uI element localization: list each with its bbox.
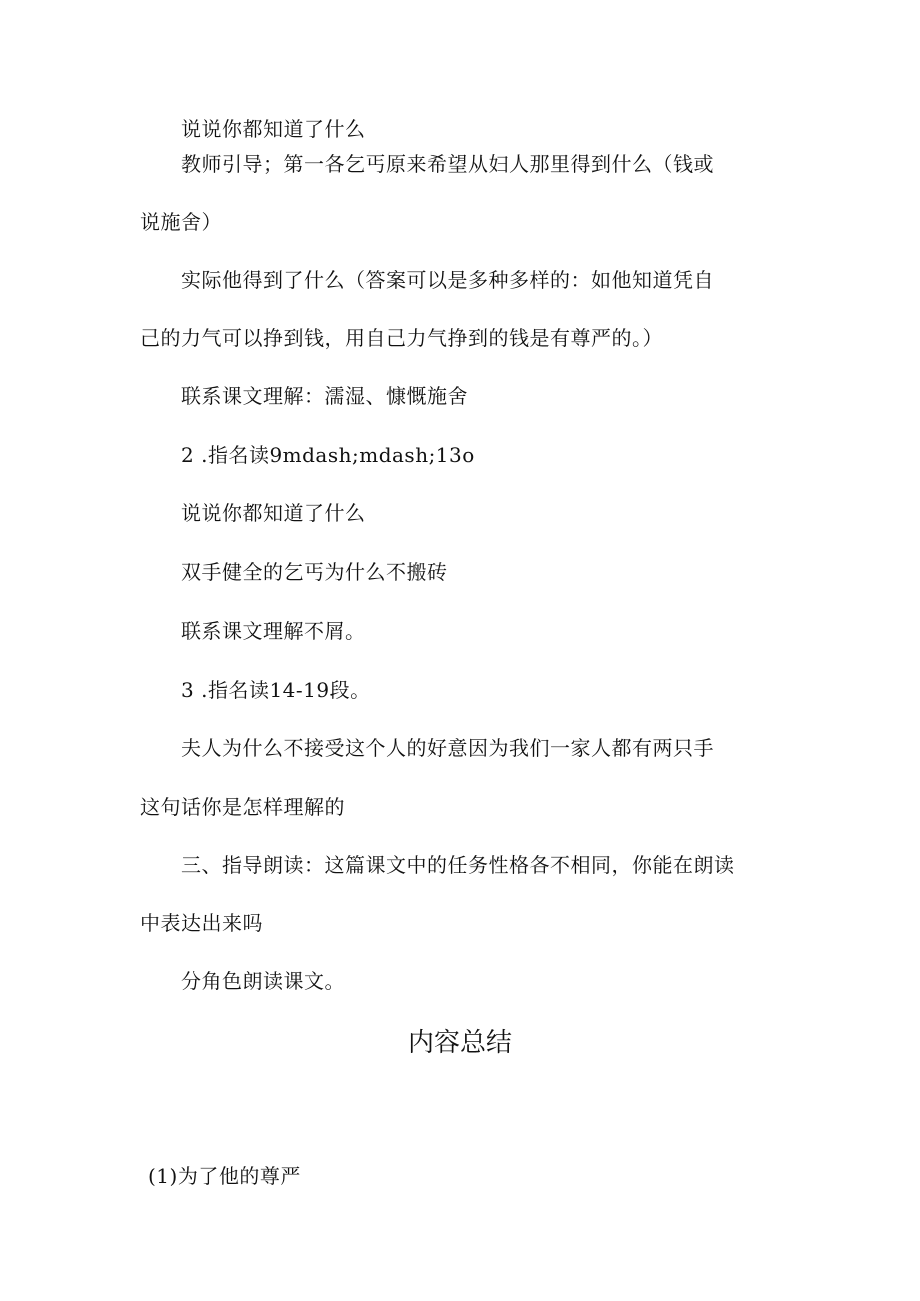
paragraph-line: 中表达出来吗 — [140, 911, 263, 935]
paragraph-line: 实际他得到了什么（答案可以是多种多样的：如他知道凭自 — [181, 268, 714, 292]
summary-item: (1)为了他的尊严 — [148, 1164, 301, 1188]
summary-heading: 内容总结 — [407, 1028, 512, 1058]
paragraph-line: 说施舍） — [140, 210, 222, 234]
numbered-item: 3 .指名读14-19段。 — [181, 678, 371, 702]
paragraph-line: 分角色朗读课文。 — [181, 969, 345, 993]
paragraph-line: 说说你都知道了什么 — [181, 117, 366, 141]
paragraph-line: 夫人为什么不接受这个人的好意因为我们一家人都有两只手 — [181, 736, 714, 760]
paragraph-line: 双手健全的乞丐为什么不搬砖 — [181, 560, 448, 584]
paragraph-line: 说说你都知道了什么 — [181, 501, 366, 525]
paragraph-line: 联系课文理解：濡湿、慷慨施舍 — [181, 384, 468, 408]
section-line: 三、指导朗读：这篇课文中的任务性格各不相同，你能在朗读 — [181, 853, 735, 877]
paragraph-line: 联系课文理解不屑。 — [181, 619, 366, 643]
numbered-item: 2 .指名读9mdash;mdash;13o — [181, 443, 475, 467]
paragraph-line: 教师引导；第一各乞丐原来希望从妇人那里得到什么（钱或 — [181, 152, 714, 176]
paragraph-line: 这句话你是怎样理解的 — [140, 795, 345, 819]
paragraph-line: 己的力气可以挣到钱，用自己力气挣到的钱是有尊严的。） — [140, 326, 663, 350]
